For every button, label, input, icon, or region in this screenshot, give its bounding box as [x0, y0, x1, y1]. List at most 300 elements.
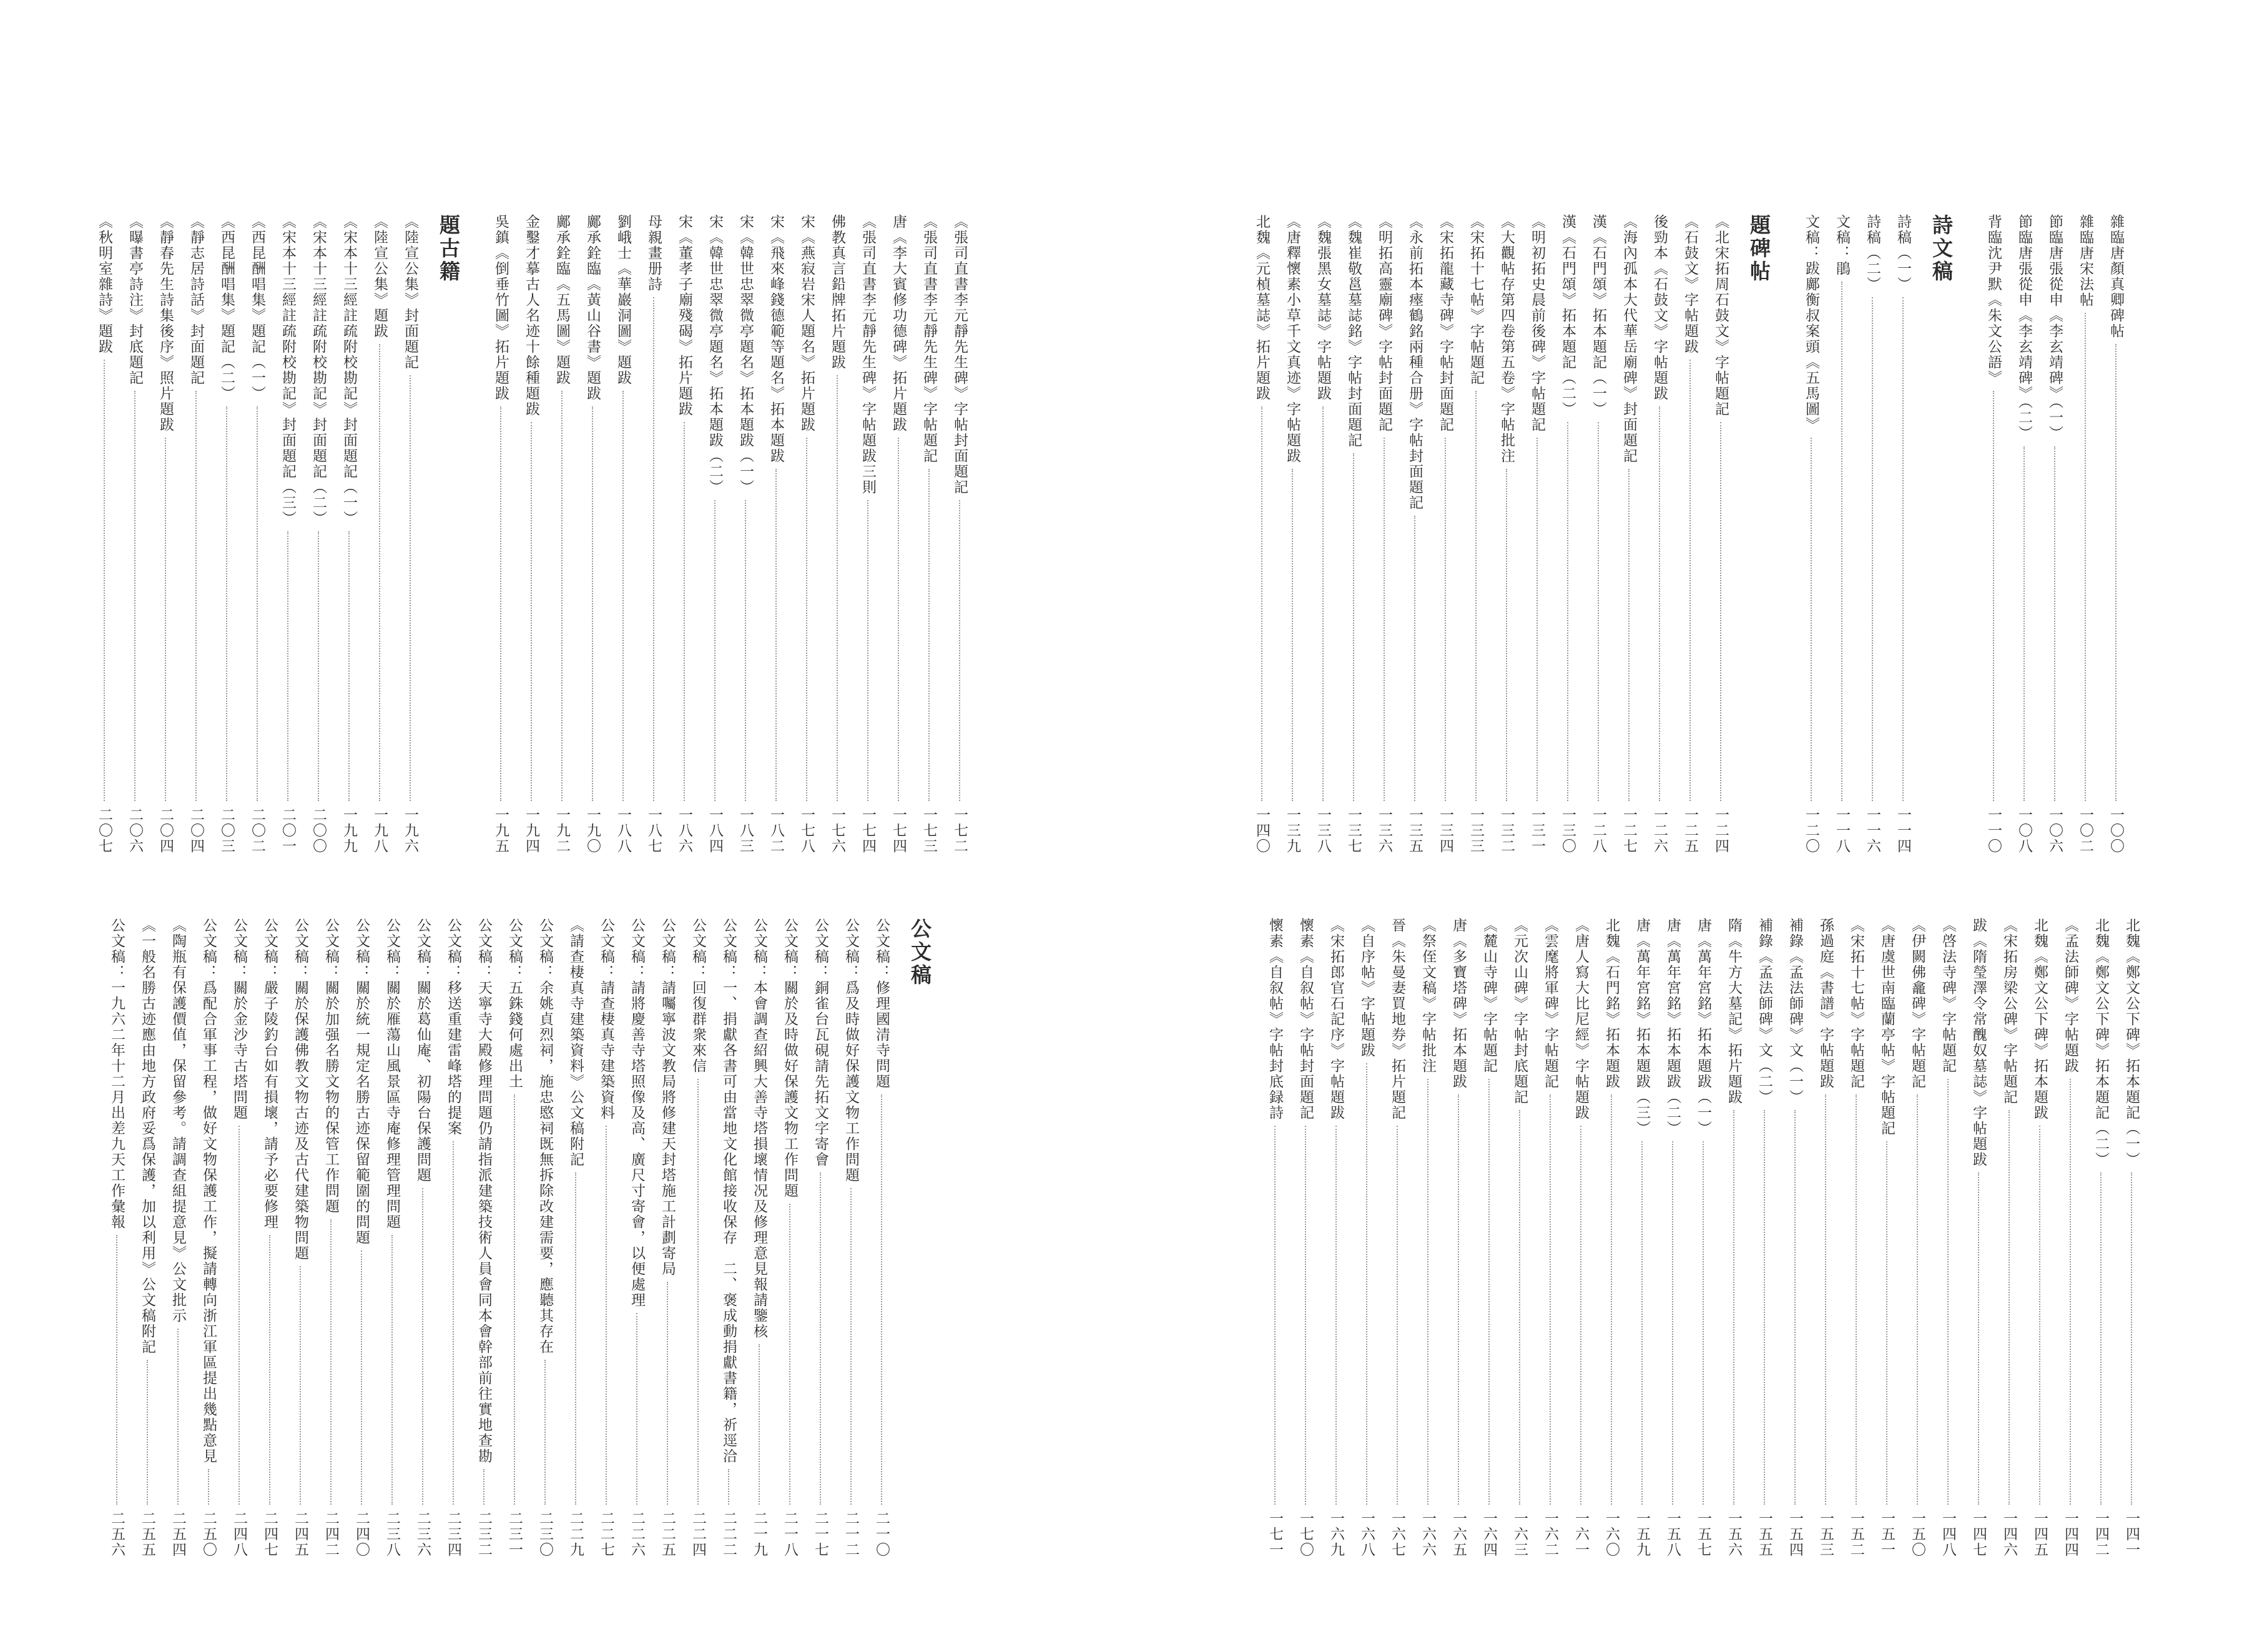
toc-entry-title: 《陸宣公集》題跋 — [371, 214, 388, 339]
toc-entry — [485, 214, 516, 854]
dot-leader — [2100, 1173, 2102, 1505]
toc-entry-title: 背臨沈尹默《朱文公語》 — [1985, 214, 2002, 386]
toc-entry — [638, 214, 669, 854]
toc-entry-page-number: 二一九 — [751, 1511, 767, 1558]
toc-entry-page-number: 一〇八 — [2016, 807, 2032, 854]
toc-entry-page-number: 二三八 — [384, 1511, 400, 1558]
dot-leader — [318, 531, 319, 801]
toc-entry-page-number: 一五二 — [1848, 1511, 1864, 1558]
toc-entry-title: 唐《萬年宮銘》拓本題跋（一） — [1695, 918, 1711, 1136]
toc-entry — [1932, 918, 1963, 1558]
toc-entry-page-number: 一四八 — [1940, 1511, 1956, 1558]
dot-leader — [1611, 1094, 1612, 1505]
toc-entry-title: 公文稿：關於金沙寺古塔問題 — [231, 918, 247, 1121]
dot-leader — [1733, 1110, 1734, 1505]
dot-leader — [1811, 438, 1812, 801]
toc-entry-page-number: 一二五 — [1682, 807, 1698, 854]
toc-entry-page-number: 一七四 — [860, 807, 876, 854]
toc-entry-page-number: 二二四 — [690, 1511, 706, 1558]
toc-entry-title: 佛教真言鉛牌拓片題跋 — [829, 214, 845, 370]
toc-entry — [699, 214, 730, 854]
dot-leader — [1628, 469, 1630, 801]
toc-entry — [577, 214, 607, 854]
toc-entry-page-number: 一五六 — [1726, 1511, 1742, 1558]
toc-entry-title: 公文稿：關於及時做好保護文物工作問題 — [782, 918, 798, 1199]
toc-entry-page-number: 一七三 — [921, 807, 937, 854]
toc-entry-page-number: 一三〇 — [1560, 807, 1576, 854]
toc-entry — [1338, 214, 1369, 854]
toc-entry-page-number: 一七〇 — [1297, 1511, 1314, 1558]
dot-leader — [1292, 469, 1293, 801]
toc-entry — [285, 918, 315, 1558]
toc-entry-page-number: 二三六 — [415, 1511, 431, 1558]
toc-entry-page-number: 一三六 — [1376, 807, 1392, 854]
dot-leader — [1856, 1094, 1857, 1505]
toc-entry-title: 劉峨士《華巖洞圖》題跋 — [615, 214, 631, 386]
toc-entry-page-number: 一六八 — [1359, 1511, 1375, 1558]
dot-leader — [531, 422, 532, 801]
dot-leader — [238, 1126, 240, 1505]
toc-entry — [272, 214, 303, 854]
toc-entry-title: 公文稿：關於統一規定名勝古迹保留範圍的問題 — [353, 918, 370, 1246]
toc-entry — [1552, 214, 1583, 854]
toc-entry — [1644, 214, 1674, 854]
toc-entry-page-number: 一五四 — [1787, 1511, 1803, 1558]
dot-leader — [134, 391, 135, 801]
toc-entry-page-number: 一七八 — [799, 807, 815, 854]
toc-entry-page-number: 一二六 — [1651, 807, 1668, 854]
dot-leader — [1689, 360, 1691, 801]
toc-entry-page-number: 一一六 — [1864, 807, 1881, 854]
toc-entry — [852, 214, 883, 854]
toc-entry-page-number: 一一四 — [1895, 807, 1911, 854]
dot-leader — [1567, 422, 1568, 801]
toc-entry-page-number: 二四八 — [231, 1511, 247, 1558]
toc-entry-page-number: 一〇六 — [2047, 807, 2063, 854]
toc-entry — [1583, 214, 1613, 854]
toc-entry — [242, 214, 272, 854]
dot-leader — [898, 438, 899, 801]
toc-entry-page-number: 二四七 — [262, 1511, 278, 1558]
toc-entry-page-number: 一二〇 — [1803, 807, 1819, 854]
dot-leader — [2070, 1079, 2071, 1505]
dot-leader — [2054, 446, 2055, 802]
toc-entry-title: 漢《石門頌》拓本題記（一） — [1590, 214, 1606, 417]
dot-leader — [1794, 1110, 1796, 1505]
dot-leader — [1886, 1141, 1887, 1505]
toc-entry-title: 唐《萬年宮銘》拓本題跋（二） — [1664, 918, 1681, 1136]
toc-entry-title: 《唐人寫大比尼經》字帖題跋 — [1573, 918, 1589, 1121]
toc-entry-page-number: 一三一 — [1529, 807, 1545, 854]
toc-entry-title: 《石鼓文》字帖題跋 — [1682, 214, 1698, 355]
toc-entry — [744, 918, 774, 1558]
toc-entry-title: 《張司直書李元靜先生碑》字帖題記 — [921, 214, 937, 464]
section-heading — [897, 918, 943, 1558]
toc-entry-title: 《唐虞世南臨蘭亭帖》字帖題記 — [1879, 918, 1895, 1136]
toc-entry — [150, 214, 180, 854]
toc-entry-title: 詩稿（二） — [1864, 214, 1881, 292]
toc-entry — [652, 918, 682, 1558]
toc-entry — [1491, 214, 1522, 854]
toc-entry-title: 公文稿：天寧寺大殿修理問題仍請指派建築技術人員會同本會幹部前往實地查勘 — [476, 918, 492, 1464]
toc-entry-title: 《自序帖》字帖題跋 — [1359, 918, 1375, 1058]
toc-entry — [303, 214, 333, 854]
toc-entry — [2116, 918, 2146, 1558]
toc-entry — [89, 214, 119, 854]
toc-entry-page-number: 一五三 — [1817, 1511, 1834, 1558]
section-heading — [1736, 214, 1782, 854]
toc-entry — [621, 918, 652, 1558]
dot-leader — [867, 500, 868, 801]
dot-leader — [1445, 438, 1446, 801]
toc-entry-title: 《北宋拓周石鼓文》字帖題記 — [1713, 214, 1729, 417]
toc-entry-title: 公文稿：嚴子陵釣台如有損壞，請予必要修理 — [262, 918, 278, 1230]
toc-entry-page-number: 一一〇 — [1985, 807, 2002, 854]
toc-entry — [1902, 918, 1932, 1558]
dot-leader — [745, 500, 746, 801]
toc-entry-page-number: 二三〇 — [537, 1511, 553, 1558]
toc-entry-page-number: 一二四 — [1713, 807, 1729, 854]
toc-entry — [1871, 918, 1902, 1558]
toc-entry-title: 《麓山寺碑》字帖題記 — [1481, 918, 1497, 1074]
toc-entry-page-number: 二一八 — [782, 1511, 798, 1558]
toc-entry — [2008, 214, 2039, 854]
toc-entry-title: 《曝書亭詩注》封底題記 — [127, 214, 143, 386]
toc-entry-page-number: 二五五 — [139, 1511, 155, 1558]
toc-entry-title: 《靜志居詩話》封面題記 — [188, 214, 204, 386]
toc-entry — [774, 918, 805, 1558]
dot-leader — [1703, 1141, 1704, 1505]
dot-leader — [2008, 1110, 2010, 1505]
dot-leader — [453, 1141, 454, 1505]
toc-block-upper-left — [87, 214, 975, 854]
toc-entry-title: 公文稿：請囑寧波文教局將修建天封塔施工計劃寄局 — [659, 918, 676, 1277]
toc-entry — [591, 918, 621, 1558]
toc-entry — [1749, 918, 1779, 1558]
toc-entry-title: 北魏《元楨墓誌》拓片題跋 — [1254, 214, 1270, 401]
toc-entry-title: 宋《韓世忠翠微亭題名》拓本題跋（一） — [737, 214, 754, 495]
toc-entry-page-number: 二〇三 — [219, 807, 235, 854]
toc-entry — [1978, 214, 2008, 854]
toc-entry — [1565, 918, 1596, 1558]
dot-leader — [1384, 438, 1385, 801]
dot-leader — [2039, 1126, 2040, 1505]
toc-entry-title: 宋《飛來峰錢德範等題名》拓本題跋 — [768, 214, 784, 464]
toc-entry — [669, 214, 699, 854]
toc-entry-page-number: 二〇四 — [157, 807, 174, 854]
dot-leader — [789, 1204, 790, 1505]
toc-entry — [1718, 918, 1749, 1558]
toc-entry-page-number: 一〇〇 — [2108, 807, 2124, 854]
toc-entry-title: 《海內孤本大代華岳廟碑》封面題記 — [1621, 214, 1637, 464]
dot-leader — [483, 1469, 484, 1505]
toc-entry-page-number: 一四六 — [2001, 1511, 2017, 1558]
toc-entry-title: 宋《董孝子廟殘碣》拓片題跋 — [676, 214, 692, 417]
toc-entry-page-number: 二一二 — [843, 1511, 859, 1558]
toc-entry-page-number: 一三二 — [1498, 807, 1515, 854]
toc-entry-title: 唐《萬年宮銘》拓本題跋（三） — [1634, 918, 1650, 1136]
dot-leader — [820, 1173, 821, 1505]
dot-leader — [775, 469, 777, 801]
toc-entry-title: 懷素《自叙帖》字帖封面題記 — [1297, 918, 1314, 1121]
toc-entry-title: 《宋本十三經註疏附校勘記》封面題記（二） — [310, 214, 327, 526]
toc-entry-title: 宋《韓世忠翠微亭題名》拓本題跋（二） — [707, 214, 723, 495]
toc-entry-page-number: 一五八 — [1664, 1511, 1681, 1558]
toc-entry — [211, 214, 242, 854]
toc-entry-title: 補錄《孟法師碑》文（二） — [1756, 918, 1772, 1105]
toc-entry — [1613, 214, 1644, 854]
toc-entry-page-number: 二五〇 — [200, 1511, 217, 1558]
toc-entry-title: 詩稿（一） — [1895, 214, 1911, 292]
toc-entry — [805, 918, 835, 1558]
toc-entry-title: 唐《李大賓修功德碑》拓片題跋 — [890, 214, 907, 433]
toc-entry-page-number: 一七四 — [890, 807, 907, 854]
dot-leader — [2085, 313, 2086, 801]
toc-entry — [1841, 918, 1871, 1558]
toc-entry-title: 孫過庭《書譜》字帖題跋 — [1817, 918, 1834, 1089]
toc-entry-title: 《陶瓶有保護價值，保留參考。請調查組提意見》公文批示 — [170, 918, 186, 1324]
toc-entry-title: 跋《隋瑩澤令常醜奴墓誌》字帖題跋 — [1970, 918, 1987, 1168]
dot-leader — [1414, 516, 1415, 801]
toc-entry-page-number: 一三七 — [1345, 807, 1362, 854]
toc-entry — [224, 918, 254, 1558]
toc-entry — [835, 918, 866, 1558]
dot-leader — [850, 1188, 852, 1505]
toc-block-upper-right — [1254, 214, 2131, 854]
dot-leader — [1872, 297, 1873, 801]
toc-entry-page-number: 二三二 — [476, 1511, 492, 1558]
toc-entry — [2070, 214, 2100, 854]
toc-entry-page-number: 二二二 — [720, 1511, 737, 1558]
toc-entry-title: 吳鎮《倒垂竹圖》拓片題跋 — [493, 214, 509, 401]
toc-entry-page-number: 一二七 — [1621, 807, 1637, 854]
toc-entry-title: 《宋本十三經註疏附校勘記》封面題記（一） — [341, 214, 357, 526]
dot-leader — [1902, 297, 1904, 801]
toc-entry-page-number: 一五〇 — [1909, 1511, 1925, 1558]
toc-entry-page-number: 二二九 — [568, 1511, 584, 1558]
toc-entry-page-number: 一六五 — [1450, 1511, 1467, 1558]
toc-entry — [822, 214, 852, 854]
toc-entry — [1963, 918, 1994, 1558]
section-heading-text: 公文稿 — [908, 918, 932, 987]
toc-entry — [883, 214, 913, 854]
toc-entry-title: 《宋拓房梁公碑》字帖題記 — [2001, 918, 2017, 1105]
toc-entry-page-number: 一八二 — [768, 807, 784, 854]
dot-leader — [1475, 391, 1477, 801]
toc-entry — [376, 918, 407, 1558]
dot-leader — [728, 1469, 729, 1505]
toc-entry — [395, 214, 425, 854]
toc-entry-page-number: 一四四 — [2062, 1511, 2078, 1558]
toc-entry-page-number: 一九二 — [554, 807, 570, 854]
toc-entry-page-number: 一四二 — [2093, 1511, 2109, 1558]
toc-entry — [1290, 918, 1320, 1558]
toc-entry-page-number: 一八六 — [676, 807, 692, 854]
toc-entry-title: 公文稿：爲及時做好保護文物工作問題 — [843, 918, 859, 1183]
toc-entry — [1460, 214, 1491, 854]
section-spacer — [1782, 214, 1796, 854]
toc-entry-page-number: 一九六 — [402, 807, 418, 854]
toc-entry — [1259, 918, 1290, 1558]
toc-entry — [468, 918, 499, 1558]
dot-leader — [684, 422, 685, 801]
dot-leader — [697, 1079, 699, 1505]
toc-entry — [1430, 214, 1460, 854]
toc-entry — [1626, 918, 1657, 1558]
toc-entry — [315, 918, 346, 1558]
toc-entry-title: 宋《燕寂岩宋人題名》拓片題跋 — [799, 214, 815, 433]
toc-entry-page-number: 一六一 — [1573, 1511, 1589, 1558]
toc-entry — [2100, 214, 2131, 854]
toc-entry-title: 《大觀帖存第四卷第五卷》字帖批注 — [1498, 214, 1515, 464]
toc-entry — [1307, 214, 1338, 854]
toc-entry-page-number: 一六三 — [1512, 1511, 1528, 1558]
dot-leader — [1322, 406, 1324, 801]
dot-leader — [208, 1469, 209, 1505]
dot-leader — [544, 1360, 546, 1505]
section-heading — [1918, 214, 1964, 854]
toc-entry-page-number: 一四〇 — [1254, 807, 1270, 854]
toc-entry-page-number: 一二八 — [1590, 807, 1606, 854]
toc-entry-title: 節臨唐張從申《李玄靖碑》（一） — [2047, 214, 2063, 441]
toc-entry — [2085, 918, 2116, 1558]
dot-leader — [391, 1235, 393, 1505]
toc-entry — [1277, 214, 1307, 854]
toc-entry-page-number: 二〇四 — [188, 807, 204, 854]
toc-entry-title: 北魏《鄭文公下碑》拓本題記（二） — [2093, 918, 2109, 1168]
dot-leader — [1506, 469, 1507, 801]
toc-entry — [713, 918, 744, 1558]
toc-entry — [866, 918, 897, 1558]
toc-entry-title: 母親畫册詩 — [646, 214, 662, 292]
toc-entry-title: 《啓法寺碑》字帖題記 — [1940, 918, 1956, 1074]
section-heading-text: 題碑帖 — [1747, 214, 1771, 283]
toc-entry — [499, 918, 529, 1558]
dot-leader — [177, 1329, 179, 1505]
toc-entry-page-number: 二三一 — [506, 1511, 523, 1558]
dot-leader — [379, 344, 380, 801]
toc-entry — [1887, 214, 1918, 854]
toc-entry-page-number: 一四七 — [1970, 1511, 1987, 1558]
toc-entry-page-number: 二四〇 — [353, 1511, 370, 1558]
dot-leader — [1397, 1126, 1398, 1505]
toc-block-lower-left — [109, 918, 943, 1558]
toc-block-lower-right — [1259, 918, 2146, 1558]
toc-entry-page-number: 一七二 — [951, 807, 968, 854]
dot-leader — [195, 391, 197, 801]
toc-entry-title: 《宋本十三經註疏附校勘記》封面題記（三） — [280, 214, 296, 526]
dot-leader — [928, 469, 930, 801]
toc-entry — [560, 918, 591, 1558]
toc-entry-title: 公文稿：請將慶善寺塔照像及高、廣尺寸寄會，以便處理 — [629, 918, 645, 1308]
toc-entry — [1473, 918, 1504, 1558]
toc-entry — [1504, 918, 1535, 1558]
toc-entry-page-number: 二四二 — [323, 1511, 339, 1558]
toc-entry — [607, 214, 638, 854]
toc-entry — [1351, 918, 1382, 1558]
toc-entry-page-number: 二一七 — [812, 1511, 828, 1558]
toc-entry-title: 《宋拓十七帖》字帖題記 — [1468, 214, 1484, 386]
toc-entry — [1320, 918, 1351, 1558]
toc-entry-title: 《張司直書李元靜先生碑》字帖封面題記 — [951, 214, 968, 495]
toc-entry-title: 文稿：跋鄺衡叔案頭《五馬圖》 — [1803, 214, 1819, 433]
toc-entry-page-number: 二二六 — [629, 1511, 645, 1558]
toc-entry-title: 後勁本《石鼓文》字帖題跋 — [1651, 214, 1668, 401]
toc-entry-title: 公文稿：一、捐獻各書可由當地文化館接收保存 二、褒成動捐獻書籍，祈逕洽 — [720, 918, 737, 1464]
toc-entry-title: 文稿：鵑 — [1834, 214, 1850, 277]
toc-entry-title: 節臨唐張從申《李玄靖碑》（二） — [2016, 214, 2032, 441]
toc-entry-title: 《永前拓本瘞鶴銘兩種合册》字帖封面題記 — [1407, 214, 1423, 511]
toc-entry-title: 公文稿：回復群衆來信 — [690, 918, 706, 1074]
toc-entry-title: 公文稿：余姚貞烈祠，施忠愍祠既無拆除改建需要，應聽其存在 — [537, 918, 553, 1355]
toc-entry-title: 公文稿：一九六二年十二月出差九天工作彙報 — [109, 918, 125, 1230]
toc-entry — [1246, 214, 1277, 854]
toc-entry-page-number: 一六七 — [1389, 1511, 1405, 1558]
section-heading — [425, 214, 471, 854]
toc-entry-title: 金鑿才摹古人名迹十餘種題跋 — [523, 214, 539, 417]
toc-entry-page-number: 一五七 — [1695, 1511, 1711, 1558]
dot-leader — [1659, 406, 1660, 801]
toc-entry-page-number: 一四一 — [2123, 1511, 2140, 1558]
toc-entry-page-number: 一三四 — [1437, 807, 1453, 854]
toc-entry — [1369, 214, 1399, 854]
dot-leader — [1978, 1173, 1979, 1505]
toc-entry — [193, 918, 224, 1558]
toc-entry — [180, 214, 211, 854]
dot-leader — [561, 391, 563, 801]
toc-entry-page-number: 一六六 — [1420, 1511, 1436, 1558]
toc-entry-page-number: 二〇一 — [280, 807, 296, 854]
dot-leader — [2115, 344, 2117, 801]
toc-entry-title: 鄺承銓臨《五馬圖》題跋 — [554, 214, 570, 386]
toc-entry-page-number: 一五一 — [1879, 1511, 1895, 1558]
toc-entry — [132, 918, 162, 1558]
toc-entry-title: 公文稿：關於雁蕩山風景區寺庵修理管理問題 — [384, 918, 400, 1230]
section-heading-text: 題古籍 — [436, 214, 461, 283]
dot-leader — [1841, 282, 1842, 801]
toc-entry-page-number: 一九四 — [523, 807, 539, 854]
toc-entry — [944, 214, 975, 854]
toc-entry — [1399, 214, 1430, 854]
toc-entry-title: 《靜春先生詩集後序》照片題跋 — [157, 214, 174, 433]
dot-leader — [1366, 1063, 1367, 1505]
dot-leader — [1764, 1110, 1765, 1505]
toc-entry-page-number: 二五四 — [170, 1511, 186, 1558]
toc-entry-page-number: 一八四 — [707, 807, 723, 854]
toc-entry-title: 《宋拓龍藏寺碑》字帖封面題記 — [1437, 214, 1453, 433]
toc-entry-page-number: 二三四 — [445, 1511, 461, 1558]
toc-entry-title: 公文稿：修理國清寺問題 — [873, 918, 890, 1089]
toc-entry-title: 《張司直書李元靜先生碑》字帖題跋三則 — [860, 214, 876, 495]
toc-entry-title: 雜臨唐宋法帖 — [2077, 214, 2093, 308]
toc-entry-page-number: 一三五 — [1407, 807, 1423, 854]
toc-entry-title: 《西昆酬唱集》題記（一） — [249, 214, 265, 401]
dot-leader — [257, 406, 258, 801]
dot-leader — [837, 375, 838, 801]
dot-leader — [575, 1173, 576, 1505]
toc-entry-title: 公文稿：銅雀台瓦硯請先拓文字寄會 — [812, 918, 828, 1168]
toc-entry-page-number: 二二五 — [659, 1511, 676, 1558]
dot-leader — [348, 531, 350, 801]
right-page — [1121, 0, 2242, 1652]
toc-entry — [254, 918, 285, 1558]
toc-entry — [1674, 214, 1705, 854]
toc-entry — [1522, 214, 1552, 854]
toc-entry — [1705, 214, 1736, 854]
toc-entry-title: 公文稿：關於葛仙庵、初陽台保護問題 — [415, 918, 431, 1183]
toc-entry — [2024, 918, 2055, 1558]
toc-entry-title: 公文稿：五銖錢何處出土 — [506, 918, 523, 1089]
